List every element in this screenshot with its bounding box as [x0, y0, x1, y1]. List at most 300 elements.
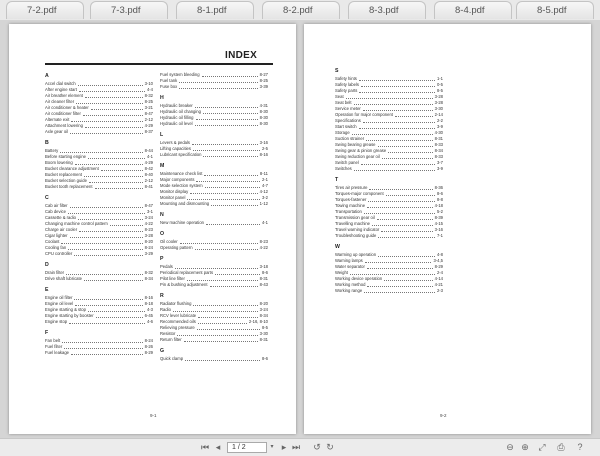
help-icon[interactable]: ? — [577, 442, 583, 452]
entry-page: 4-18 — [434, 203, 443, 208]
entry-page: 2-14 — [434, 112, 443, 117]
entry-name: Periodical replacement parts — [160, 270, 214, 275]
entry-page: 4-21 — [434, 282, 443, 287]
dot-leader — [367, 286, 432, 287]
entry-page: 8-29 — [434, 264, 443, 269]
entry-name: Monitor panel — [160, 195, 186, 200]
entry-name: Air breather element — [45, 93, 83, 98]
dot-leader — [89, 182, 143, 183]
entry-name: Seat belt — [335, 100, 352, 105]
entry-page: 4-1 — [146, 154, 153, 159]
entry-name: Fuel leakage — [45, 350, 69, 355]
entry-name: Monitor display — [160, 189, 189, 194]
tab-label: 8-4.pdf — [455, 5, 485, 16]
entry-name: Cab air filter — [45, 203, 68, 208]
entry-page: 8-32 — [144, 270, 153, 275]
last-page-icon[interactable]: ⏭ — [291, 442, 301, 452]
page-number-input[interactable]: 1 / 2 — [227, 442, 267, 453]
entry-name: Axle gear oil — [45, 129, 69, 134]
entry-page: 4-14 — [434, 276, 443, 281]
dot-leader — [68, 249, 142, 250]
dot-leader — [366, 140, 433, 141]
dot-leader — [187, 199, 260, 200]
tab-label: 8-5.pdf — [537, 5, 567, 16]
entry-page: 3-24 — [259, 307, 268, 312]
index-section — [160, 162, 268, 207]
index-section — [45, 286, 153, 325]
entry-name: Switch panel — [335, 160, 359, 165]
index-column — [160, 68, 268, 362]
dot-leader — [354, 104, 433, 105]
next-page-icon[interactable]: ▸ — [281, 442, 287, 452]
tab-8-2[interactable] — [262, 1, 340, 19]
forward-icon[interactable]: ↻ — [326, 442, 334, 452]
index-entry — [160, 152, 268, 158]
entry-name: Warning lamps — [335, 258, 363, 263]
index-entry — [160, 337, 268, 343]
entry-page: 8-24 — [144, 245, 153, 250]
dot-leader — [180, 243, 258, 244]
index-entry — [45, 184, 153, 190]
entry-name: Air conditioner filter — [45, 111, 81, 116]
pdf-page-left — [9, 24, 296, 434]
dot-leader — [70, 207, 143, 208]
entry-page: 8-23 — [144, 227, 153, 232]
dot-leader — [346, 98, 433, 99]
entry-page: 4-3 — [146, 307, 153, 312]
dot-leader — [354, 170, 435, 171]
tab-7-2[interactable] — [6, 1, 84, 19]
entry-name: Operation for major component — [335, 112, 393, 117]
entry-name: Engine stop — [45, 319, 68, 324]
entry-page: 8-31 — [434, 136, 443, 141]
entry-name: Working method — [335, 282, 366, 287]
dot-leader — [70, 133, 143, 134]
index-section — [160, 347, 268, 362]
dot-leader — [211, 205, 257, 206]
dot-leader — [75, 164, 143, 165]
dot-leader — [198, 317, 258, 318]
entry-page: 4-29 — [144, 160, 153, 165]
page-number: 9-1 — [150, 413, 157, 418]
tab-8-5[interactable] — [516, 1, 594, 19]
entry-page: 4-7 — [261, 183, 268, 188]
entry-page: 8-33 — [434, 154, 443, 159]
dot-leader — [66, 274, 143, 275]
entry-page: 8-5 — [436, 88, 443, 93]
entry-name: Engine oil level — [45, 301, 74, 306]
section-letter: P — [160, 256, 164, 262]
entry-name: Drive shaft lubricate — [45, 276, 83, 281]
entry-page: 8-41 — [144, 184, 153, 189]
dot-leader — [84, 280, 143, 281]
entry-name: Cassette & radio — [45, 215, 76, 220]
dot-leader — [96, 317, 143, 318]
entry-page: 4-30 — [434, 130, 443, 135]
entry-page: 3-18 — [259, 264, 268, 269]
dot-leader — [368, 201, 435, 202]
dot-leader — [359, 92, 435, 93]
zoom-in-icon[interactable]: ⊕ — [521, 442, 529, 452]
dot-leader — [110, 225, 143, 226]
index-title: INDEX — [225, 50, 258, 61]
index-entry — [160, 84, 268, 90]
entry-name: Engine starting by booster — [45, 313, 94, 318]
dot-leader — [177, 335, 257, 336]
dot-leader — [352, 134, 433, 135]
entry-page: 3-39 — [259, 84, 268, 89]
dot-leader — [364, 292, 435, 293]
entry-page: 4-8 — [436, 252, 443, 257]
dot-leader — [198, 323, 247, 324]
entry-page: 4-12 — [259, 189, 268, 194]
index-section — [335, 176, 443, 239]
dot-leader — [378, 256, 435, 257]
index-entry — [45, 276, 153, 282]
section-letter: G — [160, 348, 165, 354]
entry-name: Major components — [160, 177, 195, 182]
entry-name: Air conditioner & heater — [45, 105, 89, 110]
dot-leader — [388, 152, 432, 153]
dot-leader — [84, 176, 143, 177]
dot-leader — [196, 181, 259, 182]
entry-page: 8-36 — [434, 185, 443, 190]
entry-page: 2-4 — [436, 270, 443, 275]
entry-name: Torques-fastener — [335, 197, 367, 202]
entry-name: Bucket tooth replacement — [45, 184, 93, 189]
entry-name: Fuel system bleeding — [160, 72, 200, 77]
dot-leader — [372, 225, 433, 226]
section-letter: T — [335, 177, 339, 183]
dot-leader — [367, 207, 433, 208]
dot-leader — [192, 144, 258, 145]
entry-name: Charge air cooler — [45, 227, 78, 232]
entry-name: Lifting capacities — [160, 146, 191, 151]
entry-name: Hydraulic oil changing — [160, 109, 201, 114]
entry-name: Radiator flushing — [160, 301, 192, 306]
entry-page: 2-16, 8-10 — [248, 319, 268, 324]
entry-name: Lubricant specification — [160, 152, 202, 157]
dot-leader — [91, 109, 143, 110]
pdf-page-right — [304, 24, 591, 434]
dot-leader — [69, 323, 145, 324]
entry-page: 8-16 — [259, 152, 268, 157]
dot-leader — [78, 219, 143, 220]
dot-leader — [70, 237, 143, 238]
tab-label: 8-3.pdf — [369, 5, 399, 16]
document-viewer[interactable] — [0, 20, 600, 438]
section-letter: C — [45, 195, 49, 201]
index-entry — [160, 220, 268, 226]
dot-leader — [206, 224, 260, 225]
dot-leader — [382, 158, 433, 159]
entry-page: 4-1 — [261, 220, 268, 225]
entry-name: Warming up operation — [335, 252, 377, 257]
entry-name: Safety labels — [335, 82, 359, 87]
entry-name: Hydraulic oil filling — [160, 115, 194, 120]
tab-8-3[interactable] — [348, 1, 426, 19]
entry-page: 1-1 — [436, 76, 443, 81]
entry-name: Battery — [45, 148, 59, 153]
index-section — [160, 131, 268, 158]
entry-page: 8-18 — [144, 301, 153, 306]
dot-leader — [79, 231, 142, 232]
dot-leader — [377, 219, 433, 220]
index-section — [160, 292, 268, 343]
entry-page: 2-1 — [261, 177, 268, 182]
index-entry — [45, 319, 153, 325]
entry-page: 8-24 — [144, 338, 153, 343]
dot-leader — [79, 91, 145, 92]
dot-leader — [381, 231, 432, 232]
entry-page: 3-4,5 — [433, 258, 443, 263]
entry-name: Alternate exit — [45, 117, 70, 122]
entry-name: Hydraulic oil level — [160, 121, 193, 126]
entry-page: 8-31 — [259, 276, 268, 281]
entry-page: 3-28 — [434, 94, 443, 99]
index-section — [45, 261, 153, 282]
index-column — [335, 63, 443, 294]
entry-page: 8-34 — [434, 148, 443, 153]
section-letter: L — [160, 132, 164, 138]
dot-leader — [384, 280, 432, 281]
entry-name: Relieving pressure — [160, 325, 195, 330]
entry-page: 8-26 — [144, 344, 153, 349]
entry-page: 8-6 — [436, 191, 443, 196]
dot-leader — [363, 110, 433, 111]
dot-leader — [395, 116, 433, 117]
dot-leader — [350, 274, 435, 275]
entry-page: 8-20 — [259, 301, 268, 306]
entry-name: Engine starting & stop — [45, 307, 86, 312]
zoom-out-icon[interactable]: ⊖ — [506, 442, 514, 452]
entry-page: 8-11 — [259, 171, 268, 176]
section-letter: D — [45, 262, 49, 268]
entry-page: 8-40 — [144, 172, 153, 177]
entry-page: 5-2 — [436, 209, 443, 214]
entry-page: 8-5 — [261, 325, 268, 330]
entry-name: Transmission gear oil — [335, 215, 375, 220]
entry-page: 8-47 — [144, 203, 153, 208]
entry-page: 8-31 — [259, 337, 268, 342]
dot-leader — [68, 213, 145, 214]
entry-page: 4-22 — [144, 221, 153, 226]
dot-leader — [364, 213, 435, 214]
entry-page: 2-3 — [436, 288, 443, 293]
entry-page: 8-20 — [144, 239, 153, 244]
dot-leader — [361, 164, 435, 165]
entry-name: Water separator — [335, 264, 365, 269]
dot-leader — [203, 156, 257, 157]
index-entry — [45, 129, 153, 135]
entry-page: 4-4 — [146, 87, 153, 92]
entry-page: 8-6 — [261, 270, 268, 275]
dot-leader — [203, 113, 258, 114]
section-letter: N — [160, 212, 164, 218]
entry-page: 6-45 — [144, 313, 153, 318]
index-entry — [335, 166, 443, 172]
index-entry — [160, 121, 268, 127]
section-letter: R — [160, 293, 164, 299]
entry-page: 3-9 — [436, 166, 443, 171]
index-section — [45, 139, 153, 190]
entry-page: 8-43 — [259, 282, 268, 287]
entry-page: 8-33 — [434, 142, 443, 147]
entry-page: 8-30 — [259, 109, 268, 114]
index-section — [160, 211, 268, 226]
dot-leader — [187, 280, 258, 281]
entry-page: 8-39 — [434, 215, 443, 220]
entry-page: 3-29 — [144, 251, 153, 256]
entry-page: 4-22 — [259, 245, 268, 250]
entry-name: Operating pattern — [160, 245, 193, 250]
entry-name: Swing reduction gear oil — [335, 154, 380, 159]
entry-name: Specifications — [335, 118, 361, 123]
entry-page: 3-30 — [259, 331, 268, 336]
entry-page: 8-23 — [259, 239, 268, 244]
entry-name: Changing machine control pattern — [45, 221, 108, 226]
entry-page: 3-24 — [144, 215, 153, 220]
entry-name: Accel dial switch — [45, 81, 76, 86]
entry-name: Fuse box — [160, 84, 178, 89]
dot-leader — [175, 268, 258, 269]
entry-name: Working device operation — [335, 276, 383, 281]
index-entry — [160, 201, 268, 207]
entry-page: 4-29 — [144, 123, 153, 128]
entry-name: Swing gear & pinion grease — [335, 148, 387, 153]
dot-leader — [78, 85, 143, 86]
fit-page-icon[interactable]: ⤢ — [538, 442, 546, 452]
bottom-toolbar — [0, 438, 600, 456]
section-letter: O — [160, 231, 165, 237]
entry-name: Mode selection system — [160, 183, 203, 188]
dot-leader — [215, 274, 260, 275]
dot-leader — [363, 122, 435, 123]
dot-leader — [62, 342, 142, 343]
entry-name: Coolant — [45, 239, 60, 244]
entry-name: Weight — [335, 270, 348, 275]
index-section — [45, 194, 153, 257]
dot-leader — [359, 128, 435, 129]
index-entry — [335, 288, 443, 294]
section-letter: B — [45, 140, 49, 146]
dot-leader — [71, 354, 143, 355]
entry-name: Torques-major component — [335, 191, 384, 196]
dot-leader — [95, 188, 143, 189]
entry-name: Radio — [160, 307, 171, 312]
page-number: 9-2 — [440, 413, 447, 418]
entry-name: Oil cooler — [160, 239, 178, 244]
entry-name: Resistor — [160, 331, 176, 336]
section-letter: F — [45, 330, 49, 336]
entry-name: Service meter — [335, 106, 361, 111]
dot-leader — [76, 103, 143, 104]
entry-name: Travelling machine — [335, 221, 370, 226]
dot-leader — [71, 121, 142, 122]
entry-name: Pedals — [160, 264, 173, 269]
entry-page: 8-16 — [144, 295, 153, 300]
entry-name: Recommended oils — [160, 319, 196, 324]
entry-name: Troubleshooting guide — [335, 233, 377, 238]
entry-name: Hydraulic breaker — [160, 103, 193, 108]
dot-leader — [369, 189, 432, 190]
first-page-icon[interactable]: ⏮ — [200, 442, 210, 452]
dot-leader — [74, 299, 142, 300]
entry-name: Bucket replacement — [45, 172, 83, 177]
entry-page: 8-32 — [144, 93, 153, 98]
entry-page: 3-21 — [144, 105, 153, 110]
entry-name: Switches — [335, 166, 352, 171]
index-section — [160, 255, 268, 288]
entry-name: Return filter — [160, 337, 182, 342]
section-letter: W — [335, 244, 340, 250]
entry-page: 3-7 — [436, 160, 443, 165]
section-letter: M — [160, 163, 165, 169]
index-section — [45, 72, 153, 135]
entry-name: Cigar lighter — [45, 233, 68, 238]
dot-leader — [64, 348, 142, 349]
chevron-down-icon[interactable]: ▾ — [270, 444, 274, 450]
index-entry — [335, 233, 443, 239]
dot-leader — [386, 195, 435, 196]
index-entry — [160, 282, 268, 288]
back-icon[interactable]: ↺ — [313, 442, 321, 452]
print-icon[interactable]: ⎙ — [557, 442, 565, 452]
tab-8-1[interactable] — [176, 1, 254, 19]
entry-page: 3-10 — [144, 81, 153, 86]
dot-leader — [74, 255, 142, 256]
entry-name: Storage — [335, 130, 350, 135]
entry-name: Pin & bushing adjustment — [160, 282, 208, 287]
entry-name: Before starting engine — [45, 154, 86, 159]
dot-leader — [196, 119, 258, 120]
tab-bar — [0, 0, 600, 21]
entry-name: Bucket clearance adjustment — [45, 166, 99, 171]
index-entry — [45, 350, 153, 356]
tab-label: 7-2.pdf — [27, 5, 57, 16]
dot-leader — [367, 268, 433, 269]
entry-page: 2-5 — [261, 146, 268, 151]
entry-page: 3-28 — [144, 233, 153, 238]
entry-name: CPU controller — [45, 251, 73, 256]
entry-name: Tires air pressure — [335, 185, 368, 190]
entry-name: Safety parts — [335, 88, 358, 93]
entry-name: Transportation — [335, 209, 362, 214]
entry-page: 8-47 — [144, 111, 153, 116]
dot-leader — [204, 175, 258, 176]
tab-8-4[interactable] — [434, 1, 512, 19]
entry-page: 8-25 — [259, 78, 268, 83]
section-letter: A — [45, 73, 49, 79]
entry-page: 2-12 — [144, 117, 153, 122]
dot-leader — [85, 97, 143, 98]
entry-name: Levers & pedals — [160, 140, 191, 145]
tab-7-3[interactable] — [90, 1, 168, 19]
index-section — [335, 243, 443, 294]
dot-leader — [88, 311, 145, 312]
index-column — [45, 68, 153, 356]
entry-name: Suction strainer — [335, 136, 365, 141]
entry-name: RCV lever lubricate — [160, 313, 197, 318]
dot-leader — [85, 127, 143, 128]
entry-page: 2-12 — [144, 178, 153, 183]
dot-leader — [173, 311, 258, 312]
previous-page-icon[interactable]: ◂ — [215, 442, 221, 452]
entry-name: Boom lowering — [45, 160, 73, 165]
tab-label: 8-1.pdf — [197, 5, 227, 16]
entry-page: 0-5 — [436, 82, 443, 87]
dot-leader — [185, 360, 260, 361]
